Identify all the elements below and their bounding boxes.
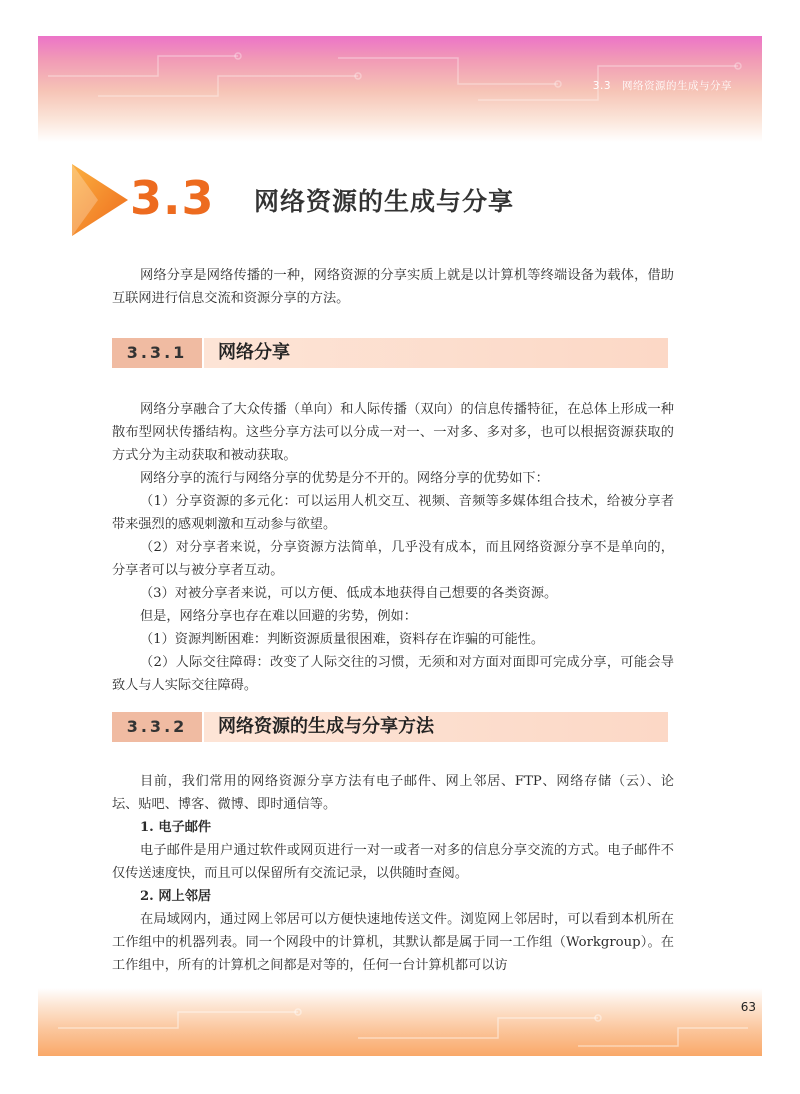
section-title: 网络资源的生成与分享方法 — [204, 712, 668, 742]
header-band — [38, 36, 762, 142]
paragraph: 目前，我们常用的网络资源分享方法有电子邮件、网上邻居、FTP、网络存储（云）、论坛、贴吧、博客、微博、即时通信等。 — [112, 774, 674, 812]
play-arrow-icon — [68, 162, 132, 238]
paragraph: 电子邮件是用户通过软件或网页进行一对一或者一对多的信息分享交流的方式。电子邮件不仅传送速度快，而且可以保留所有交流记录，以供随时查阅。 — [112, 843, 674, 881]
section-number: 3.3.2 — [112, 712, 202, 742]
chapter-title — [68, 162, 668, 242]
list-item: （2）对分享者来说，分享资源方法简单，几乎没有成本，而且网络资源分享不是单向的，分享者可以与被分享者互动。 — [112, 540, 674, 578]
list-item: （2）人际交往障碍：改变了人际交往的习惯，无须和对方面对面即可完成分享，可能会导致人与人实际交往障碍。 — [112, 655, 674, 693]
paragraph: 网络分享的流行与网络分享的优势是分不开的。网络分享的优势如下： — [140, 471, 549, 486]
section-heading-3-3-1 — [112, 338, 668, 368]
footer-circuit-pattern — [38, 988, 762, 1056]
list-item: （1）分享资源的多元化：可以运用人机交互、视频、音频等多媒体组合技术，给被分享者带来强烈的感观刺激和互动参与欲望。 — [112, 494, 674, 532]
intro-paragraph: 网络分享是网络传播的一种，网络资源的分享实质上就是以计算机等终端设备为载体，借助互联网进行信息交流和资源分享的方法。 — [112, 268, 674, 306]
list-item: （1）资源判断困难：判断资源质量很困难，资料存在诈骗的可能性。 — [140, 632, 545, 647]
subheading-email: 1. 电子邮件 — [140, 820, 212, 835]
section-heading-3-3-2 — [112, 712, 668, 742]
chapter-heading: 网络资源的生成与分享 — [254, 187, 515, 216]
section-title: 网络分享 — [204, 338, 668, 368]
page-number: 63 — [740, 1000, 756, 1014]
paragraph: 网络分享融合了大众传播（单向）和人际传播（双向）的信息传播特征，在总体上形成一种散布型网状传播结构。这些分享方法可以分成一对一、一对多、多对多，也可以根据资源获取的方式分为主动获取和被动获取。 — [112, 402, 674, 463]
list-item: （3）对被分享者来说，可以方便、低成本地获得自己想要的各类资源。 — [140, 586, 558, 601]
chapter-number: 3.3 — [130, 171, 215, 225]
section-number: 3.3.1 — [112, 338, 202, 368]
paragraph: 在局域网内，通过网上邻居可以方便快速地传送文件。浏览网上邻居时，可以看到本机所在工作组中的机器列表。同一个网段中的计算机，其默认都是属于同一工作组（Workgroup）。在工作组中，所有的计算机之间都是对等的，任何一台计算机都可以访 — [112, 912, 674, 973]
running-head: 3.3 网络资源的生成与分享 — [592, 80, 732, 92]
paragraph: 但是，网络分享也存在难以回避的劣势，例如： — [140, 609, 417, 624]
footer-band — [38, 988, 762, 1056]
subheading-network-neighborhood: 2. 网上邻居 — [140, 889, 212, 904]
